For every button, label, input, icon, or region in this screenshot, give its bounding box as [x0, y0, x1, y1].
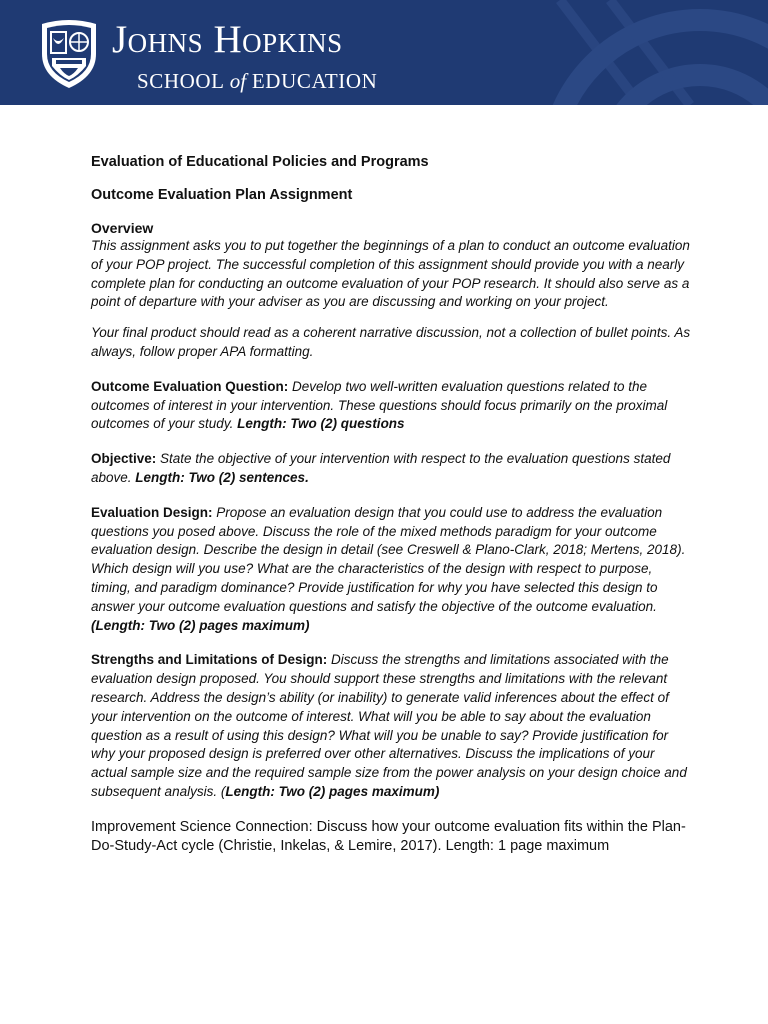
brand-name: Johns Hopkins	[112, 18, 343, 61]
overview-heading: Overview	[91, 220, 154, 236]
document-body	[91, 153, 691, 857]
header-banner	[0, 0, 768, 105]
school-name-suffix: EDUCATION	[246, 69, 378, 93]
school-name-of: of	[229, 69, 247, 93]
objective-section	[91, 450, 691, 488]
overview-paragraph: This assignment asks you to put together the beginnings of a plan to conduct an outcome evaluation of your POP project. The successful completion of this assignment should provide you with a nearly complete plan for conducting an outcome evaluation of your POP research. It should also serve as a point of departure with your adviser as you are discussing and working on your project.	[91, 238, 690, 310]
strengths-limitations-length: Length: Two (2) pages maximum)	[225, 783, 440, 799]
formatting-note-paragraph: Your final product should read as a coherent narrative discussion, not a collection of bullet points. As always, follow proper APA formatting.	[91, 325, 691, 359]
objective-label: Objective:	[91, 451, 157, 467]
outcome-evaluation-question-label: Outcome Evaluation Question:	[91, 378, 289, 394]
strengths-limitations-body: Discuss the strengths and limitations associated with the evaluation design proposed. You should support these strengths and limitations with the relevant research. Address the design’s ability (or inability) to generate valid inferences about the effect of your intervention on the outcome of interest. What will you be able to say about the evaluation question as a result of using this design? What will you be unable to say? Provide justification for why your proposed design is preferred over other alternatives. Discuss the implications of your actual sample size and the required sample size from the power analysis on your design choice and subsequent analysis. (	[91, 652, 687, 799]
document-title: Evaluation of Educational Policies and Programs	[91, 154, 429, 170]
objective-body: State the objective of your intervention with respect to the evaluation questions stated above.	[91, 451, 671, 485]
evaluation-design-body: Propose an evaluation design that you could use to address the evaluation questions you posed above. Discuss the role of the mixed methods paradigm for your outcome evaluation design. Describe the design in detail (see Creswell & Plano-Clark, 2018; Mertens, 2018). Which design will you use? What are the characteristics of the design with respect to purpose, timing, and paradigm dominance? Provide justification for why you have selected this design to answer your outcome evaluation questions and satisfy the objective of the outcome evaluation.	[91, 504, 686, 614]
evaluation-design-label: Evaluation Design:	[91, 504, 213, 520]
improvement-science-section: Improvement Science Connection: Discuss how your outcome evaluation fits within the Plan-Do-Study-Act cycle (Christie, Inkelas, & Lemire, 2017). Length: 1 page maximum	[91, 818, 686, 855]
strengths-limitations-section	[91, 651, 691, 801]
evaluation-design-section	[91, 504, 691, 636]
outcome-evaluation-question-section	[91, 378, 691, 434]
objective-length: Length: Two (2) sentences.	[131, 469, 309, 485]
evaluation-design-length: (Length: Two (2) pages maximum)	[91, 617, 310, 633]
document-subtitle: Outcome Evaluation Plan Assignment	[91, 187, 353, 203]
outcome-evaluation-question-length: Length: Two (2) questions	[233, 416, 405, 432]
strengths-limitations-label: Strengths and Limitations of Design:	[91, 652, 328, 668]
school-name-prefix: SCHOOL	[137, 69, 230, 93]
outcome-evaluation-question-body: Develop two well-written evaluation questions related to the outcomes of interest in your intervention. These questions should focus primarily on the proximal outcomes of your study.	[91, 378, 668, 432]
university-shield-icon	[38, 14, 100, 90]
school-name	[137, 68, 377, 94]
